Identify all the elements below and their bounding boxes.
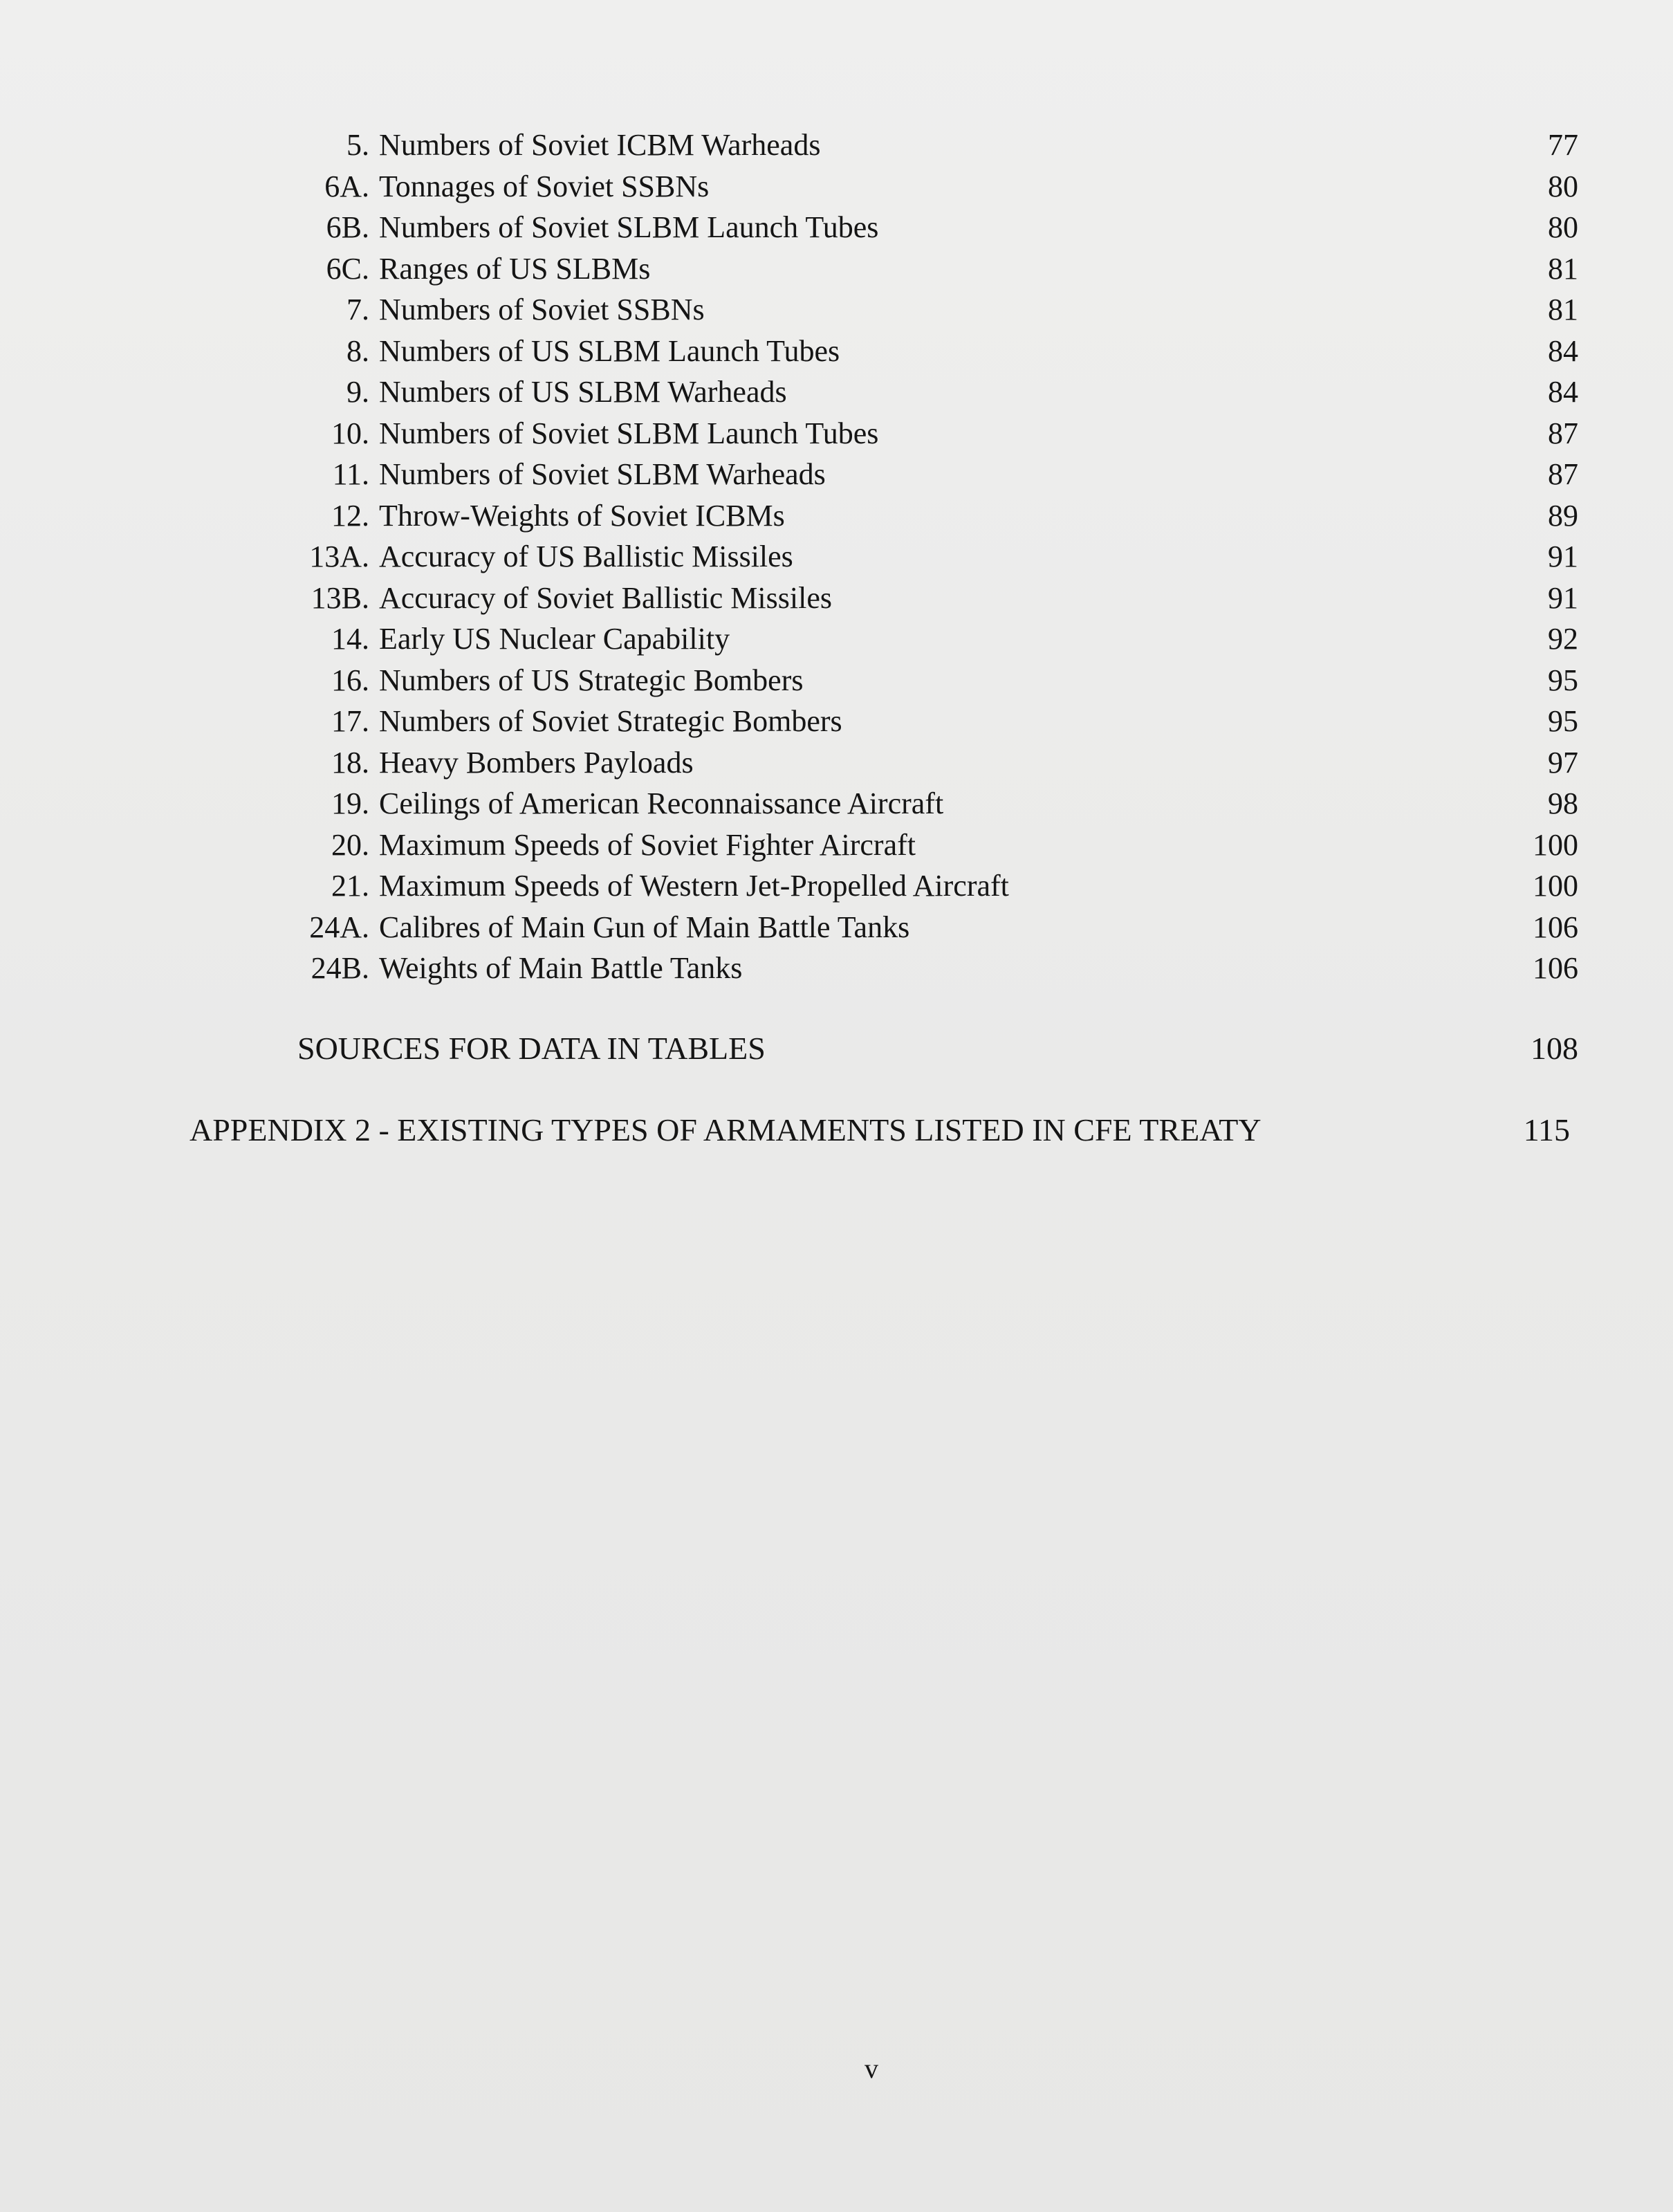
toc-entry-title: SOURCES FOR DATA IN TABLES (297, 1031, 766, 1066)
toc-entry (297, 371, 1578, 413)
toc-entry-page: 81 (1548, 251, 1578, 286)
toc-entry-page: 115 (1523, 1112, 1570, 1148)
toc-entry-number: 18. (331, 745, 369, 780)
toc-entry-title: Numbers of US Strategic Bombers (379, 663, 804, 697)
toc-entry (297, 742, 1578, 784)
toc-entry-number: 13B. (311, 580, 369, 615)
toc-entry-page: 91 (1548, 580, 1578, 615)
toc-entry-number: 17. (331, 704, 369, 738)
toc-entry (297, 248, 1578, 290)
toc-entry-number: 8. (346, 333, 369, 368)
toc-entry-sources (297, 1028, 1578, 1069)
toc-entry (297, 331, 1578, 372)
toc-entry-page: 77 (1548, 128, 1578, 162)
toc-entry-page: 89 (1548, 498, 1578, 533)
toc-entry (297, 618, 1578, 660)
toc-entry-title: APPENDIX 2 - EXISTING TYPES OF ARMAMENTS LISTED IN CFE TREATY (190, 1112, 1261, 1148)
toc-entry-page: 84 (1548, 375, 1578, 409)
toc-entry-title: Accuracy of US Ballistic Missiles (379, 540, 793, 573)
toc-entry-page: 87 (1548, 416, 1578, 450)
toc-entry-title: Calibres of Main Gun of Main Battle Tanks (379, 910, 910, 944)
toc-entry (297, 578, 1578, 619)
toc-entry-title: Maximum Speeds of Soviet Fighter Aircraft (379, 827, 916, 862)
toc-entry-title: Maximum Speeds of Western Jet-Propelled Aircraft (379, 869, 1009, 903)
toc-entry-title: Heavy Bombers Payloads (379, 745, 694, 780)
toc-entry-page: 106 (1533, 910, 1578, 944)
toc-entry-page: 92 (1548, 622, 1578, 656)
toc-entry-appendix-2 (190, 1109, 1570, 1151)
toc-entry (297, 948, 1578, 989)
toc-entry-number: 6C. (326, 251, 369, 286)
toc-entry-number: 21. (331, 869, 369, 903)
toc-entry (297, 125, 1578, 166)
toc-entry-page: 100 (1533, 827, 1578, 862)
toc-entry-number: 10. (331, 416, 369, 450)
toc-entry-title: Numbers of Soviet SLBM Launch Tubes (379, 210, 879, 244)
toc-entry-title: Numbers of Soviet Strategic Bombers (379, 704, 842, 738)
toc-entry-number: 19. (331, 786, 369, 820)
toc-entry-number: 16. (331, 663, 369, 697)
toc-entry-number: 6A. (324, 169, 369, 203)
toc-entry-page: 100 (1533, 869, 1578, 903)
toc-entry-title: Numbers of Soviet SLBM Launch Tubes (379, 416, 879, 450)
toc-entry (297, 207, 1578, 248)
toc-entry-title: Numbers of Soviet SSBNs (379, 293, 705, 326)
toc-entry-number: 5. (346, 128, 369, 162)
toc-entry-title: Numbers of Soviet SLBM Warheads (379, 457, 826, 491)
toc-entry-page: 80 (1548, 169, 1578, 203)
toc-entry (297, 701, 1578, 742)
toc-entry-title: Weights of Main Battle Tanks (379, 951, 743, 985)
table-of-contents-list (297, 125, 1578, 989)
toc-entry-page: 106 (1533, 951, 1578, 985)
toc-entry (297, 454, 1578, 495)
toc-entry-page: 91 (1548, 540, 1578, 573)
toc-entry-title: Numbers of US SLBM Warheads (379, 375, 787, 409)
toc-entry-number: 6B. (326, 210, 369, 244)
toc-entry-title: Tonnages of Soviet SSBNs (379, 169, 710, 203)
toc-entry (297, 413, 1578, 454)
toc-entry-page: 81 (1548, 293, 1578, 326)
toc-entry (297, 660, 1578, 701)
toc-entry (297, 166, 1578, 208)
toc-entry-number: 9. (346, 375, 369, 409)
toc-entry (297, 907, 1578, 948)
toc-entry-number: 13A. (309, 540, 369, 573)
toc-entry (297, 824, 1578, 866)
toc-entry-title: Ranges of US SLBMs (379, 251, 651, 286)
toc-entry-title: Accuracy of Soviet Ballistic Missiles (379, 580, 832, 615)
toc-entry-page: 98 (1548, 786, 1578, 820)
toc-entry (297, 783, 1578, 824)
toc-entry-title: Early US Nuclear Capability (379, 622, 730, 656)
toc-entry-page: 84 (1548, 333, 1578, 368)
toc-entry-number: 24A. (309, 910, 369, 944)
toc-entry-page: 87 (1548, 457, 1578, 491)
toc-entry-page: 95 (1548, 663, 1578, 697)
toc-entry-page: 95 (1548, 704, 1578, 738)
toc-entry-title: Throw-Weights of Soviet ICBMs (379, 498, 785, 533)
toc-entry-number: 7. (346, 293, 369, 326)
toc-entry-number: 14. (331, 622, 369, 656)
page-number: v (865, 2053, 878, 2084)
toc-entry-page: 80 (1548, 210, 1578, 244)
toc-entry (297, 865, 1578, 907)
toc-entry-number: 24B. (311, 951, 369, 985)
toc-entry (297, 536, 1578, 578)
toc-entry-page: 108 (1531, 1031, 1578, 1066)
toc-entry-title: Numbers of Soviet ICBM Warheads (379, 128, 821, 162)
toc-entry (297, 495, 1578, 537)
toc-entry-title: Ceilings of American Reconnaissance Aircraft (379, 786, 944, 820)
toc-entry-number: 20. (331, 827, 369, 862)
toc-entry-number: 12. (331, 498, 369, 533)
toc-entry-number: 11. (332, 457, 369, 491)
toc-entry-page: 97 (1548, 745, 1578, 780)
toc-entry-title: Numbers of US SLBM Launch Tubes (379, 333, 840, 368)
toc-entry (297, 289, 1578, 331)
